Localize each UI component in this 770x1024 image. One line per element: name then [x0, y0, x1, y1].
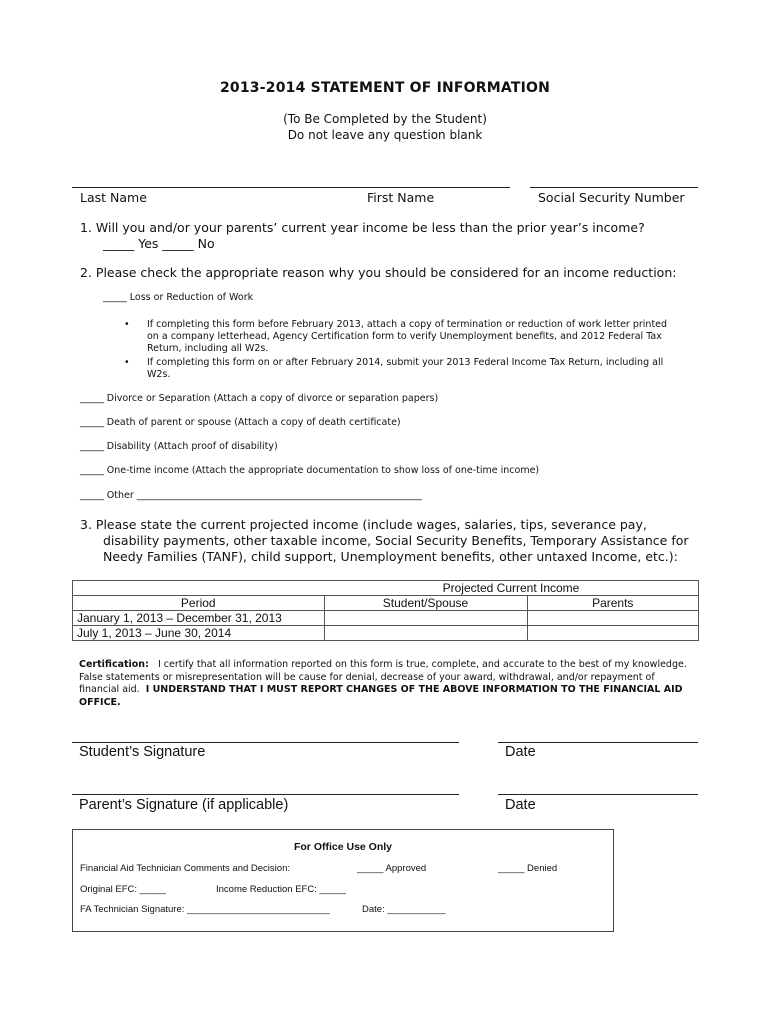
question-2: 2. Please check the appropriate reason why you should be considered for an income reduction: — [80, 265, 677, 280]
parent-signature-label: Parent’s Signature (if applicable) — [79, 797, 289, 813]
period-cell: January 1, 2013 – December 31, 2013 — [73, 611, 325, 626]
parent-date-line[interactable] — [498, 794, 698, 795]
parent-signature-line[interactable] — [72, 794, 459, 795]
parents-income-cell[interactable] — [527, 626, 699, 641]
student-date-label: Date — [505, 744, 536, 760]
parent-date-label: Date — [505, 797, 536, 813]
comments-label: Financial Aid Technician Comments and Decision: — [80, 863, 290, 874]
office-use-title: For Office Use Only — [293, 841, 393, 853]
other-option[interactable]: _____ Other ____________________________________________________________ — [80, 490, 422, 501]
ssn-underline[interactable] — [530, 187, 698, 188]
period-cell: July 1, 2013 – June 30, 2014 — [73, 626, 325, 641]
question-3: 3. Please state the current projected income (include wages, salaries, tips, severance pay, disability payments, other taxable income, Social Security Benefits, Temporary Assistance for Needy Families (TANF), child support, Unemployment benefits, other untaxed Income, etc.): — [80, 517, 689, 564]
certification-emphasis: I UNDERSTAND THAT I MUST REPORT CHANGES OF THE ABOVE INFORMATION TO THE FINANCIAL AID OFFICE. — [79, 684, 683, 708]
ssn-label: Social Security Number — [538, 190, 685, 205]
original-efc-field[interactable]: Original EFC: _____ — [80, 884, 167, 895]
student-signature-line[interactable] — [72, 742, 459, 743]
student-signature-label: Student’s Signature — [79, 744, 206, 760]
last-name-label: Last Name — [80, 190, 147, 205]
question-1-answer[interactable]: _____ Yes _____ No — [103, 236, 215, 251]
divorce-option[interactable]: _____ Divorce or Separation (Attach a copy of divorce or separation papers) — [80, 393, 439, 404]
bullet-2: If completing this form on or after February 2014, submit your 2013 Federal Income Tax Return, including all W2s. — [147, 357, 664, 380]
loss-of-work-option[interactable]: _____ Loss or Reduction of Work — [103, 292, 254, 303]
approved-option[interactable]: _____ Approved — [357, 863, 427, 874]
table-row — [73, 626, 699, 641]
question-1: 1. Will you and/or your parents’ current year income be less than the prior year’s income? — [80, 220, 645, 235]
death-option[interactable]: _____ Death of parent or spouse (Attach a copy of death certificate) — [80, 417, 401, 428]
bullet-1: If completing this form before February 2013, attach a copy of termination or reduction of work letter printed on a company letterhead, Agency Certification form to verify Unemployment benefits, and 2012 Federal Tax Return, including all W2s. — [147, 319, 668, 354]
student-income-cell[interactable] — [324, 611, 527, 626]
student-spouse-column-header: Student/Spouse — [324, 596, 527, 611]
office-date-field[interactable]: Date: ___________ — [362, 904, 446, 915]
form-subtitle: (To Be Completed by the Student) — [283, 112, 487, 126]
parents-income-cell[interactable] — [527, 611, 699, 626]
form-title: 2013-2014 STATEMENT OF INFORMATION — [219, 80, 551, 96]
form-instruction: Do not leave any question blank — [287, 128, 483, 142]
office-use-box — [72, 829, 614, 932]
income-reduction-efc-field[interactable]: Income Reduction EFC: _____ — [216, 884, 346, 895]
certification-text: Certification: I certify that all information reported on this form is true, complete, and accurate to the best of my knowledge. False statements or misrepresentation will be cause for denial, decrease of your award, withdrawal, and/or repayment of financial aid. I UNDERSTAND THAT I MUST REPORT CHANGES OF THE ABOVE INFORMATION TO THE FINANCIAL AID OFFICE. — [79, 659, 687, 708]
certification-label: Certification: — [79, 659, 149, 670]
student-income-cell[interactable] — [324, 626, 527, 641]
bullet-icon: • — [124, 319, 130, 330]
first-name-label: First Name — [367, 190, 435, 205]
name-underline[interactable] — [72, 187, 510, 188]
projected-income-header: Projected Current Income — [324, 581, 699, 596]
denied-option[interactable]: _____ Denied — [498, 863, 558, 874]
disability-option[interactable]: _____ Disability (Attach proof of disability) — [80, 441, 278, 452]
one-time-income-option[interactable]: _____ One-time income (Attach the appropriate documentation to show loss of one-time income) — [80, 465, 540, 476]
table-row — [73, 611, 699, 626]
parents-column-header: Parents — [527, 596, 699, 611]
technician-signature-field[interactable]: FA Technician Signature: ___________________________ — [80, 904, 330, 915]
period-column-header: Period — [73, 596, 325, 611]
bullet-icon: • — [124, 357, 130, 368]
student-date-line[interactable] — [498, 742, 698, 743]
income-table — [72, 580, 699, 641]
